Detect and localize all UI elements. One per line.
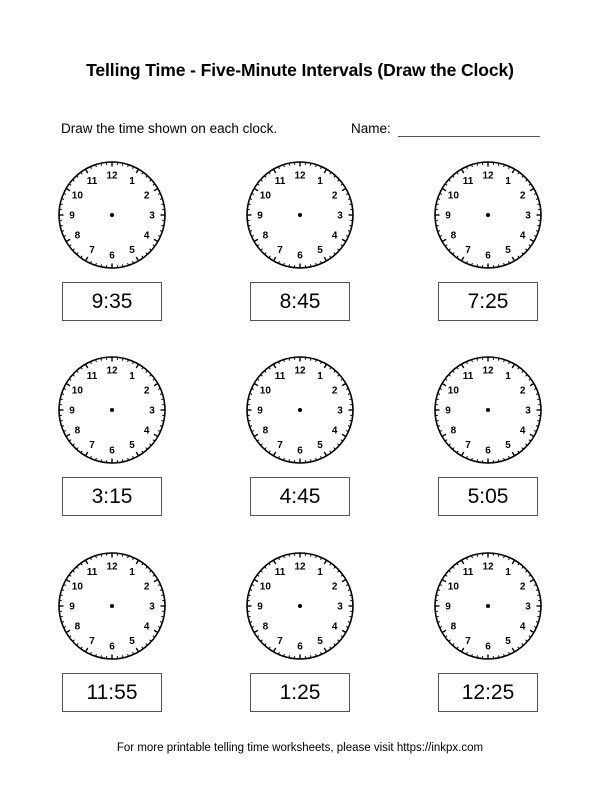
clock-center-dot bbox=[110, 213, 114, 217]
clock-numeral: 4 bbox=[143, 425, 150, 437]
clock-numeral: 5 bbox=[317, 440, 323, 452]
clock-face[interactable] bbox=[433, 160, 543, 270]
clock-numeral: 3 bbox=[525, 210, 531, 222]
clock-center-dot bbox=[486, 408, 490, 412]
clock-numeral: 10 bbox=[447, 190, 459, 202]
clock-center-dot bbox=[486, 604, 490, 608]
clock-numeral: 2 bbox=[143, 385, 150, 397]
clock-numeral: 5 bbox=[505, 245, 511, 257]
clock-numeral: 3 bbox=[337, 405, 343, 417]
clock-face[interactable] bbox=[57, 355, 167, 465]
clock-numeral: 2 bbox=[143, 581, 150, 593]
time-label-box: 1:25 bbox=[250, 673, 350, 712]
time-label-box: 12:25 bbox=[438, 673, 538, 712]
clock-numeral: 6 bbox=[297, 641, 303, 653]
clock-numeral: 1 bbox=[317, 175, 323, 187]
clock-numeral: 10 bbox=[259, 385, 271, 397]
clock-numeral: 12 bbox=[482, 170, 494, 182]
clock-numeral: 8 bbox=[450, 425, 457, 437]
clock-numeral: 5 bbox=[129, 245, 135, 257]
name-label: Name: bbox=[351, 121, 391, 136]
clock-numeral: 11 bbox=[274, 566, 286, 578]
clock-numeral: 10 bbox=[447, 385, 459, 397]
clock-numeral: 1 bbox=[505, 370, 511, 382]
clock-numeral: 5 bbox=[317, 636, 323, 648]
clock-numeral: 12 bbox=[106, 561, 118, 573]
clock-numeral: 3 bbox=[337, 601, 343, 613]
clock-numeral: 4 bbox=[143, 621, 150, 633]
time-label-box: 11:55 bbox=[62, 673, 162, 712]
clock-numeral: 9 bbox=[69, 210, 75, 222]
clock-numeral: 5 bbox=[505, 636, 511, 648]
clock-numeral: 9 bbox=[257, 405, 263, 417]
clock-numeral: 2 bbox=[143, 190, 150, 202]
clock-center-dot bbox=[298, 408, 302, 412]
clock-numeral: 11 bbox=[274, 175, 286, 187]
time-label-box: 8:45 bbox=[250, 282, 350, 321]
clock-numeral: 5 bbox=[129, 636, 135, 648]
clock-numeral: 4 bbox=[519, 425, 526, 437]
time-label-box: 5:05 bbox=[438, 477, 538, 516]
clock-numeral: 8 bbox=[450, 621, 457, 633]
clock-numeral: 8 bbox=[262, 230, 269, 242]
clock-numeral: 7 bbox=[277, 636, 283, 648]
clock-numeral: 12 bbox=[294, 561, 306, 573]
clock-numeral: 6 bbox=[297, 250, 303, 262]
clock-numeral: 7 bbox=[465, 440, 471, 452]
clock-center-dot bbox=[110, 408, 114, 412]
clock-numeral: 6 bbox=[485, 641, 491, 653]
clock-numeral: 8 bbox=[262, 425, 269, 437]
clock-face[interactable] bbox=[57, 160, 167, 270]
clock-numeral: 12 bbox=[482, 365, 494, 377]
clock-numeral: 4 bbox=[331, 230, 338, 242]
clock-numeral: 11 bbox=[274, 370, 286, 382]
clock-face[interactable] bbox=[245, 160, 355, 270]
clock-numeral: 2 bbox=[519, 385, 526, 397]
clock-numeral: 8 bbox=[74, 230, 81, 242]
clock-numeral: 11 bbox=[462, 566, 474, 578]
clock-numeral: 3 bbox=[149, 601, 155, 613]
clock-numeral: 11 bbox=[462, 370, 474, 382]
clock-numeral: 7 bbox=[89, 245, 95, 257]
clock-numeral: 12 bbox=[482, 561, 494, 573]
clock-face[interactable] bbox=[433, 551, 543, 661]
clock-numeral: 9 bbox=[69, 405, 75, 417]
clock-numeral: 3 bbox=[149, 210, 155, 222]
clock-numeral: 11 bbox=[86, 566, 98, 578]
time-label-box: 3:15 bbox=[62, 477, 162, 516]
footer-text: For more printable telling time worksheets, please visit https://inkpx.com bbox=[116, 742, 484, 754]
clock-face[interactable] bbox=[57, 551, 167, 661]
clock-numeral: 11 bbox=[86, 175, 98, 187]
clock-numeral: 6 bbox=[109, 641, 115, 653]
clock-numeral: 5 bbox=[317, 245, 323, 257]
worksheet-title: Telling Time - Five-Minute Intervals (Draw the Clock) bbox=[86, 60, 514, 80]
clock-numeral: 2 bbox=[331, 581, 338, 593]
clock-numeral: 5 bbox=[129, 440, 135, 452]
clock-numeral: 9 bbox=[445, 210, 451, 222]
clock-numeral: 6 bbox=[297, 445, 303, 457]
clock-center-dot bbox=[486, 213, 490, 217]
clock-numeral: 2 bbox=[519, 581, 526, 593]
clock-numeral: 5 bbox=[505, 440, 511, 452]
clock-numeral: 9 bbox=[69, 601, 75, 613]
clock-numeral: 4 bbox=[331, 425, 338, 437]
clock-center-dot bbox=[298, 213, 302, 217]
time-label-box: 9:35 bbox=[62, 282, 162, 321]
clock-numeral: 8 bbox=[450, 230, 457, 242]
clock-numeral: 7 bbox=[277, 245, 283, 257]
clock-numeral: 7 bbox=[277, 440, 283, 452]
clock-numeral: 10 bbox=[71, 190, 83, 202]
clock-numeral: 7 bbox=[89, 636, 95, 648]
clock-numeral: 10 bbox=[71, 385, 83, 397]
clock-numeral: 2 bbox=[331, 190, 338, 202]
clock-numeral: 10 bbox=[259, 581, 271, 593]
clock-center-dot bbox=[110, 604, 114, 608]
clock-numeral: 11 bbox=[462, 175, 474, 187]
clock-numeral: 10 bbox=[447, 581, 459, 593]
clock-numeral: 3 bbox=[337, 210, 343, 222]
clock-numeral: 12 bbox=[106, 365, 118, 377]
clock-numeral: 6 bbox=[485, 250, 491, 262]
name-field-line[interactable] bbox=[398, 136, 540, 137]
clock-numeral: 1 bbox=[129, 175, 135, 187]
clock-center-dot bbox=[298, 604, 302, 608]
clock-numeral: 8 bbox=[74, 425, 81, 437]
clock-numeral: 1 bbox=[317, 370, 323, 382]
clock-face[interactable] bbox=[433, 355, 543, 465]
time-label-box: 4:45 bbox=[250, 477, 350, 516]
clock-numeral: 12 bbox=[294, 170, 306, 182]
clock-numeral: 3 bbox=[525, 601, 531, 613]
clock-numeral: 9 bbox=[445, 601, 451, 613]
clock-numeral: 4 bbox=[143, 230, 150, 242]
clock-numeral: 7 bbox=[89, 440, 95, 452]
clock-numeral: 2 bbox=[519, 190, 526, 202]
clock-numeral: 2 bbox=[331, 385, 338, 397]
clock-numeral: 4 bbox=[519, 621, 526, 633]
clock-numeral: 8 bbox=[262, 621, 269, 633]
clock-numeral: 1 bbox=[129, 370, 135, 382]
clock-numeral: 10 bbox=[71, 581, 83, 593]
time-label-box: 7:25 bbox=[438, 282, 538, 321]
clock-numeral: 6 bbox=[109, 445, 115, 457]
clock-numeral: 1 bbox=[505, 566, 511, 578]
clock-face[interactable] bbox=[245, 355, 355, 465]
clock-numeral: 1 bbox=[505, 175, 511, 187]
clock-numeral: 6 bbox=[109, 250, 115, 262]
clock-numeral: 10 bbox=[259, 190, 271, 202]
clock-numeral: 3 bbox=[525, 405, 531, 417]
clock-numeral: 9 bbox=[257, 601, 263, 613]
clock-numeral: 7 bbox=[465, 636, 471, 648]
clock-numeral: 1 bbox=[129, 566, 135, 578]
clock-numeral: 12 bbox=[294, 365, 306, 377]
clock-numeral: 7 bbox=[465, 245, 471, 257]
clock-numeral: 4 bbox=[519, 230, 526, 242]
clock-numeral: 11 bbox=[86, 370, 98, 382]
clock-numeral: 9 bbox=[445, 405, 451, 417]
clock-numeral: 3 bbox=[149, 405, 155, 417]
clock-numeral: 4 bbox=[331, 621, 338, 633]
clock-face[interactable] bbox=[245, 551, 355, 661]
clock-numeral: 12 bbox=[106, 170, 118, 182]
clock-numeral: 1 bbox=[317, 566, 323, 578]
instructions-text: Draw the time shown on each clock. bbox=[61, 121, 278, 136]
clock-numeral: 6 bbox=[485, 445, 491, 457]
clock-numeral: 9 bbox=[257, 210, 263, 222]
clock-numeral: 8 bbox=[74, 621, 81, 633]
